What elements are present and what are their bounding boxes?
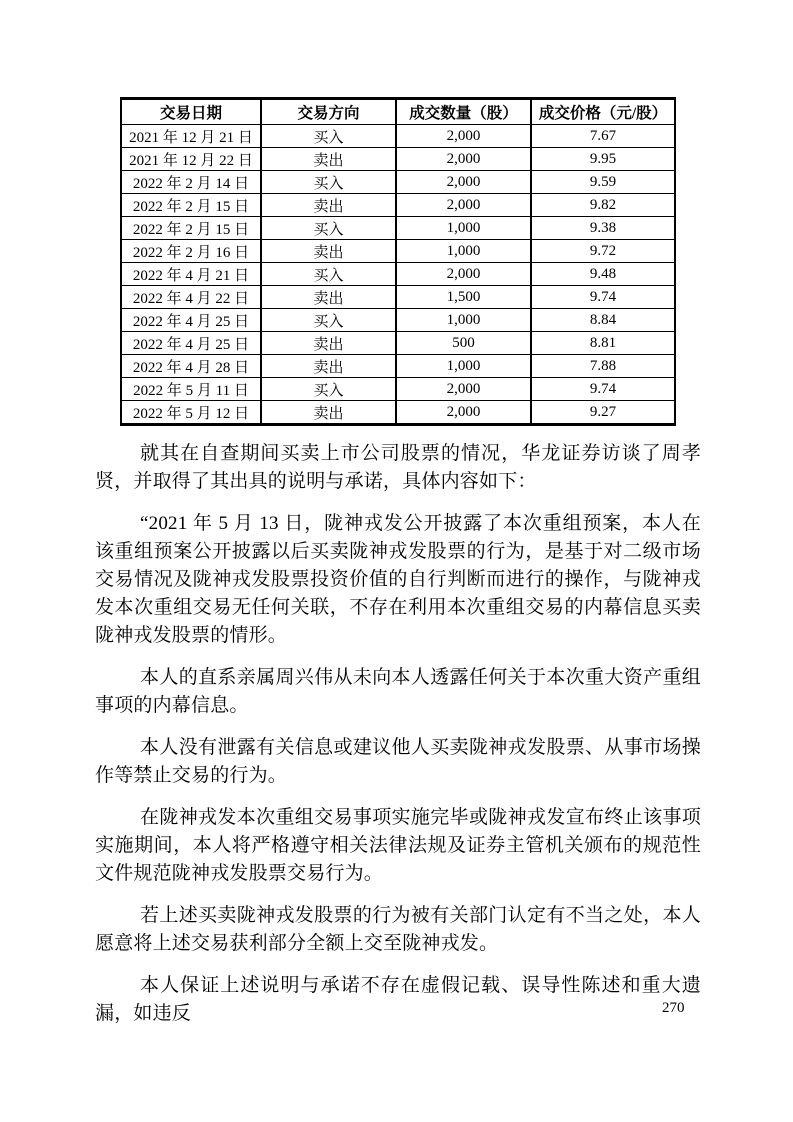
table-cell: 买入 [261, 263, 396, 286]
table-row [121, 355, 675, 378]
paragraph: 若上述买卖陇神戎发股票的行为被有关部门认定有不当之处，本人愿意将上述交易获利部分全额上交至陇神戎发。 [95, 905, 701, 954]
table-cell: 2022 年 2 月 15 日 [121, 217, 261, 240]
table-row [121, 332, 675, 355]
table-cell: 1,000 [396, 217, 531, 240]
table-cell: 9.59 [531, 171, 675, 194]
table-cell: 2022 年 2 月 16 日 [121, 240, 261, 263]
table-cell: 2,000 [396, 378, 531, 401]
table-cell: 2022 年 5 月 12 日 [121, 401, 261, 425]
table-cell: 9.38 [531, 217, 675, 240]
page-content [95, 97, 701, 1028]
table-row [121, 240, 675, 263]
table-row [121, 286, 675, 309]
table-row [121, 171, 675, 194]
table-cell: 500 [396, 332, 531, 355]
table-cell: 2,000 [396, 171, 531, 194]
table-cell: 2,000 [396, 401, 531, 425]
table-row [121, 401, 675, 425]
table-cell: 卖出 [261, 194, 396, 217]
page-number: 270 [662, 1000, 685, 1016]
table-header-row [121, 99, 675, 125]
table-cell: 2022 年 2 月 14 日 [121, 171, 261, 194]
table-cell: 2022 年 4 月 25 日 [121, 332, 261, 355]
table-cell: 1,500 [396, 286, 531, 309]
table-cell: 买入 [261, 378, 396, 401]
table-cell: 2022 年 4 月 21 日 [121, 263, 261, 286]
table-cell: 卖出 [261, 148, 396, 171]
table-cell: 2,000 [396, 263, 531, 286]
table-cell: 7.67 [531, 125, 675, 148]
table-cell: 卖出 [261, 240, 396, 263]
table-cell: 2,000 [396, 194, 531, 217]
table-cell: 2022 年 4 月 22 日 [121, 286, 261, 309]
table-header-cell-date: 交易日期 [121, 99, 261, 125]
trading-table [120, 97, 676, 426]
table-cell: 9.95 [531, 148, 675, 171]
table-row [121, 217, 675, 240]
table-cell: 2022 年 5 月 11 日 [121, 378, 261, 401]
table-cell: 买入 [261, 125, 396, 148]
table-row [121, 309, 675, 332]
table-row [121, 378, 675, 401]
table-cell: 7.88 [531, 355, 675, 378]
table-cell: 2,000 [396, 125, 531, 148]
table-cell: 9.74 [531, 378, 675, 401]
paragraph: 在陇神戎发本次重组交易事项实施完毕或陇神戎发宣布终止该事项实施期间，本人将严格遵守相关法律法规及证券主管机关颁布的规范性文件规范陇神戎发股票交易行为。 [95, 807, 701, 884]
table-cell: 8.84 [531, 309, 675, 332]
table-cell: 2022 年 4 月 25 日 [121, 309, 261, 332]
table-row [121, 125, 675, 148]
table-row [121, 194, 675, 217]
table-row [121, 263, 675, 286]
paragraph: 本人没有泄露有关信息或建议他人买卖陇神戎发股票、从事市场操作等禁止交易的行为。 [95, 737, 701, 786]
table-cell: 2022 年 4 月 28 日 [121, 355, 261, 378]
table-cell: 卖出 [261, 332, 396, 355]
table-cell: 卖出 [261, 286, 396, 309]
table-cell: 9.72 [531, 240, 675, 263]
table-cell: 8.81 [531, 332, 675, 355]
table-cell: 2022 年 2 月 15 日 [121, 194, 261, 217]
table-header-cell-direction: 交易方向 [261, 99, 396, 125]
table-cell: 1,000 [396, 240, 531, 263]
table-cell: 卖出 [261, 401, 396, 425]
paragraph: “2021 年 5 月 13 日，陇神戎发公开披露了本次重组预案，本人在该重组预案公开披露以后买卖陇神戎发股票的行为，是基于对二级市场交易情况及陇神戎发股票投资价值的自行判断而进行的操作，与陇神戎发本次重组交易无任何关联，不存在利用本次重组交易的内幕信息买卖陇神戎发股票的情形。 [95, 513, 701, 646]
table-cell: 9.48 [531, 263, 675, 286]
table-cell: 2021 年 12 月 22 日 [121, 148, 261, 171]
trading-table-body [121, 125, 675, 425]
table-cell: 卖出 [261, 355, 396, 378]
table-cell: 9.82 [531, 194, 675, 217]
table-cell: 2021 年 12 月 21 日 [121, 125, 261, 148]
paragraph: 本人的直系亲属周兴伟从未向本人透露任何关于本次重大资产重组事项的内幕信息。 [95, 667, 701, 716]
table-row [121, 148, 675, 171]
table-cell: 2,000 [396, 148, 531, 171]
table-cell: 买入 [261, 309, 396, 332]
trading-table-head [121, 99, 675, 125]
table-cell: 买入 [261, 217, 396, 240]
paragraphs [95, 440, 701, 1028]
table-cell: 9.27 [531, 401, 675, 425]
table-cell: 9.74 [531, 286, 675, 309]
paragraph: 就其在自查期间买卖上市公司股票的情况，华龙证券访谈了周孝贤，并取得了其出具的说明与承诺，具体内容如下： [95, 443, 701, 492]
paragraph: 本人保证上述说明与承诺不存在虚假记载、误导性陈述和重大遗漏，如违反 [95, 975, 701, 1024]
table-cell: 1,000 [396, 355, 531, 378]
table-header-cell-price: 成交价格（元/股） [531, 99, 675, 125]
table-cell: 买入 [261, 171, 396, 194]
table-cell: 1,000 [396, 309, 531, 332]
table-header-cell-quantity: 成交数量（股） [396, 99, 531, 125]
